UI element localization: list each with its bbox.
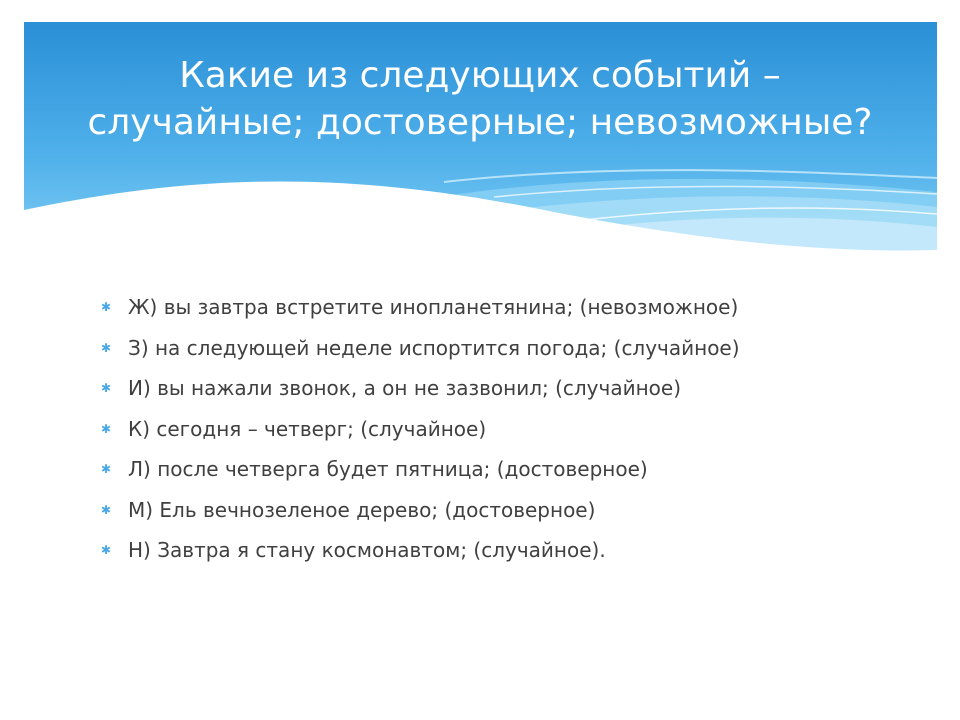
title-line-1: Какие из следующих событий – bbox=[179, 55, 781, 96]
list-item-text: К) сегодня – четверг; (случайное) bbox=[128, 416, 487, 441]
list-item bbox=[101, 328, 740, 369]
asterisk-bullet-icon: ✱ bbox=[101, 462, 112, 477]
list-item-text: Ж) вы завтра встретите инопланетянина; (невозможное) bbox=[128, 295, 739, 320]
list-item-text: М) Ель вечнозеленое дерево; (достоверное) bbox=[128, 497, 596, 522]
list-item bbox=[101, 530, 740, 571]
title-line-2: случайные; достоверные; невозможные? bbox=[87, 102, 873, 143]
asterisk-bullet-icon: ✱ bbox=[101, 340, 112, 355]
asterisk-bullet-icon: ✱ bbox=[101, 502, 112, 517]
asterisk-bullet-icon: ✱ bbox=[101, 421, 112, 436]
list-item-text: Л) после четверга будет пятница; (достоверное) bbox=[128, 457, 648, 482]
asterisk-bullet-icon: ✱ bbox=[101, 543, 112, 558]
bullet-list bbox=[101, 287, 740, 571]
list-item bbox=[101, 287, 740, 328]
list-item bbox=[101, 368, 740, 409]
list-item-text: И) вы нажали звонок, а он не зазвонил; (случайное) bbox=[128, 376, 681, 401]
asterisk-bullet-icon: ✱ bbox=[101, 300, 112, 315]
asterisk-bullet-icon: ✱ bbox=[101, 381, 112, 396]
list-item bbox=[101, 449, 740, 490]
list-item-text: Н) Завтра я стану космонавтом; (случайное). bbox=[128, 538, 606, 563]
list-item bbox=[101, 409, 740, 450]
slide-title bbox=[0, 52, 960, 146]
list-item-text: З) на следующей неделе испортится погода; (случайное) bbox=[128, 335, 740, 360]
list-item bbox=[101, 490, 740, 531]
